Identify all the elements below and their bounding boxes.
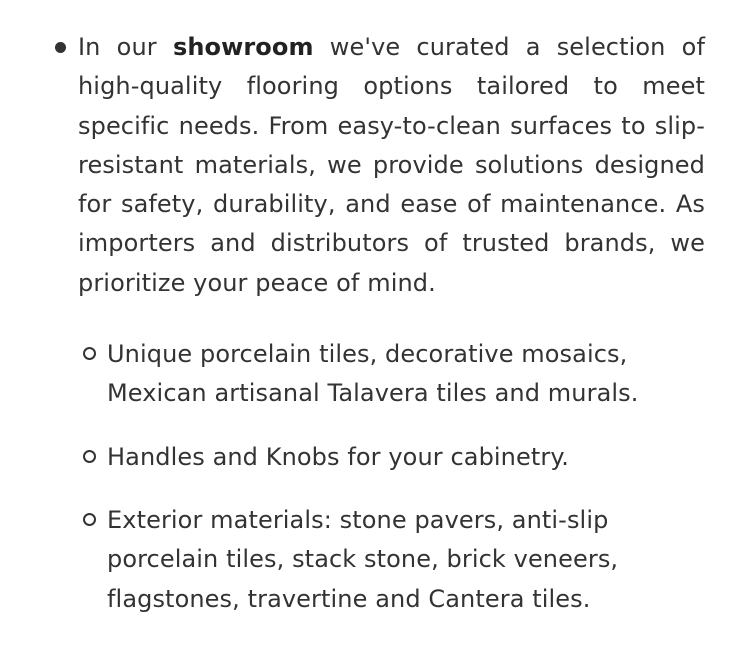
circle-bullet-icon (83, 450, 96, 463)
showroom-highlight: showroom (172, 33, 314, 61)
sub-list-item-text: Unique porcelain tiles, decorative mosaics, Mexican artisanal Talavera tiles and murals. (107, 340, 639, 408)
sub-list-item-text: Exterior materials: stone pavers, anti-slip porcelain tiles, stack stone, brick veneers, flagstones, travertine and Cantera tiles. (107, 506, 619, 613)
circle-bullet-icon (83, 347, 96, 360)
sub-list-item (107, 438, 697, 477)
intro-body: we've curated a selection of high-quality flooring options tailored to meet specific needs. From easy-to-clean surfaces to slip-resistant materials, we provide solutions designed for safety, durability, and ease of maintenance. As importers and distributors of trusted brands, we prioritize your peace of mind. (78, 33, 705, 297)
circle-bullet-icon (83, 513, 96, 526)
sub-list-item (107, 335, 697, 414)
bullet-icon (55, 42, 66, 53)
intro-paragraph (78, 28, 705, 303)
intro-list-item (78, 28, 705, 303)
sub-list-item (107, 501, 697, 619)
intro-prefix: In our (78, 33, 173, 61)
sub-list-item-text: Handles and Knobs for your cabinetry. (107, 443, 569, 471)
